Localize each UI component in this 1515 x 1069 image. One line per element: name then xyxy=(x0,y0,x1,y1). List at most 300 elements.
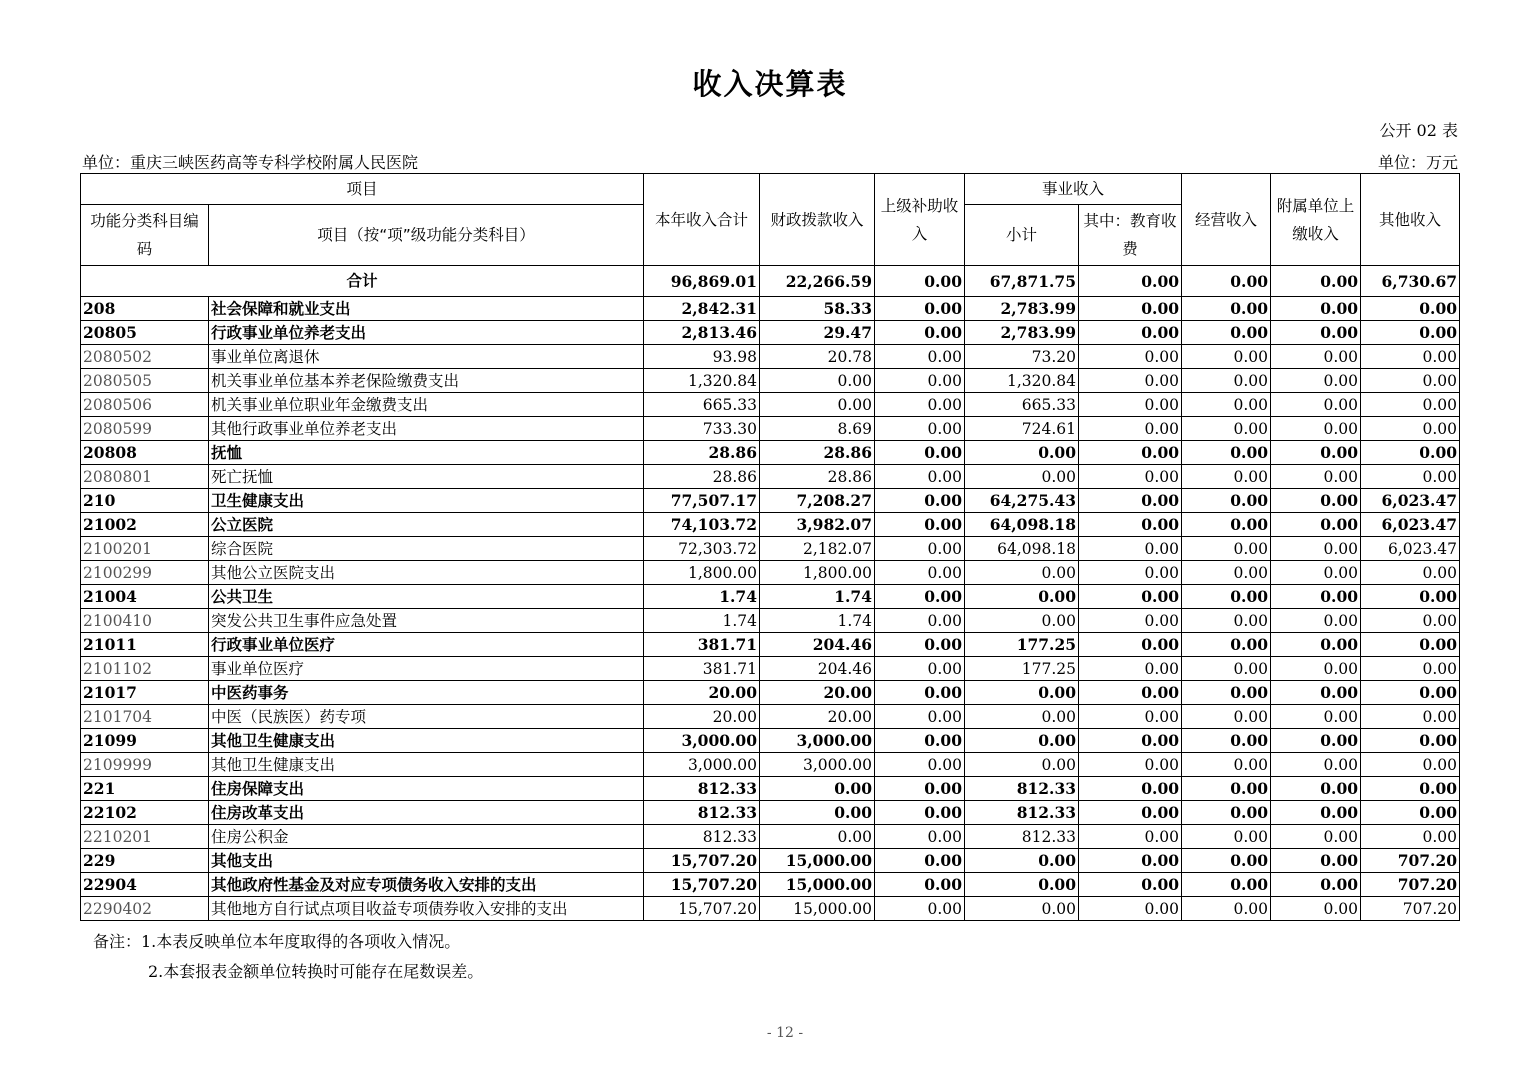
row-code: 21017 xyxy=(81,681,209,705)
table-row xyxy=(81,777,1460,801)
total-value: 0.00 xyxy=(1182,266,1271,297)
row-value: 0.00 xyxy=(1182,465,1271,489)
row-code: 21002 xyxy=(81,513,209,537)
table-row xyxy=(81,417,1460,441)
row-value: 0.00 xyxy=(1079,801,1182,825)
total-value: 96,869.01 xyxy=(644,266,760,297)
row-name: 其他支出 xyxy=(209,849,644,873)
row-value: 15,707.20 xyxy=(644,873,760,897)
row-value: 0.00 xyxy=(760,801,875,825)
row-name: 其他行政事业单位养老支出 xyxy=(209,417,644,441)
table-row xyxy=(81,681,1460,705)
row-value: 0.00 xyxy=(965,609,1079,633)
row-value: 0.00 xyxy=(1271,849,1361,873)
total-row xyxy=(81,266,1460,297)
row-value: 812.33 xyxy=(965,777,1079,801)
row-code: 2100201 xyxy=(81,537,209,561)
table-row xyxy=(81,321,1460,345)
row-value: 0.00 xyxy=(1079,753,1182,777)
row-name: 公立医院 xyxy=(209,513,644,537)
row-value: 28.86 xyxy=(644,465,760,489)
row-value: 1.74 xyxy=(760,585,875,609)
row-value: 2,182.07 xyxy=(760,537,875,561)
header-business: 事业收入 xyxy=(965,174,1182,205)
row-name: 其他卫生健康支出 xyxy=(209,753,644,777)
row-value: 0.00 xyxy=(1182,729,1271,753)
row-value: 7,208.27 xyxy=(760,489,875,513)
row-value: 0.00 xyxy=(875,297,965,321)
row-value: 0.00 xyxy=(1079,825,1182,849)
row-value: 0.00 xyxy=(875,537,965,561)
table-row xyxy=(81,585,1460,609)
row-value: 0.00 xyxy=(875,681,965,705)
table-row xyxy=(81,873,1460,897)
row-value: 0.00 xyxy=(875,777,965,801)
row-name: 综合医院 xyxy=(209,537,644,561)
row-value: 0.00 xyxy=(875,489,965,513)
row-value: 0.00 xyxy=(1361,585,1460,609)
row-value: 0.00 xyxy=(1079,873,1182,897)
row-value: 0.00 xyxy=(1079,657,1182,681)
row-value: 0.00 xyxy=(965,849,1079,873)
row-value: 0.00 xyxy=(1361,753,1460,777)
row-code: 20808 xyxy=(81,441,209,465)
row-value: 20.00 xyxy=(644,705,760,729)
row-value: 177.25 xyxy=(965,657,1079,681)
row-value: 0.00 xyxy=(1271,825,1361,849)
table-row xyxy=(81,369,1460,393)
table-row xyxy=(81,465,1460,489)
row-value: 28.86 xyxy=(644,441,760,465)
row-name: 行政事业单位医疗 xyxy=(209,633,644,657)
table-row xyxy=(81,297,1460,321)
row-value: 0.00 xyxy=(1182,561,1271,585)
row-value: 0.00 xyxy=(965,441,1079,465)
row-value: 204.46 xyxy=(760,657,875,681)
row-value: 0.00 xyxy=(1271,345,1361,369)
table-row xyxy=(81,801,1460,825)
row-value: 15,000.00 xyxy=(760,873,875,897)
row-value: 0.00 xyxy=(1271,585,1361,609)
row-value: 0.00 xyxy=(1271,441,1361,465)
row-value: 0.00 xyxy=(1182,801,1271,825)
row-value: 0.00 xyxy=(1361,561,1460,585)
row-value: 204.46 xyxy=(760,633,875,657)
row-value: 3,000.00 xyxy=(644,753,760,777)
row-value: 6,023.47 xyxy=(1361,489,1460,513)
row-value: 0.00 xyxy=(965,561,1079,585)
row-value: 733.30 xyxy=(644,417,760,441)
row-value: 0.00 xyxy=(1271,777,1361,801)
row-value: 0.00 xyxy=(1079,321,1182,345)
table-row xyxy=(81,705,1460,729)
row-value: 0.00 xyxy=(1361,345,1460,369)
row-value: 0.00 xyxy=(1182,321,1271,345)
row-value: 0.00 xyxy=(1271,873,1361,897)
row-value: 2,783.99 xyxy=(965,297,1079,321)
row-value: 20.00 xyxy=(760,681,875,705)
row-code: 2080599 xyxy=(81,417,209,441)
row-value: 0.00 xyxy=(1361,825,1460,849)
row-value: 0.00 xyxy=(1079,441,1182,465)
row-value: 20.00 xyxy=(644,681,760,705)
row-value: 0.00 xyxy=(1361,609,1460,633)
row-value: 28.86 xyxy=(760,441,875,465)
row-value: 0.00 xyxy=(1079,537,1182,561)
row-value: 0.00 xyxy=(1079,897,1182,921)
row-value: 0.00 xyxy=(1361,657,1460,681)
row-value: 93.98 xyxy=(644,345,760,369)
row-value: 0.00 xyxy=(875,441,965,465)
row-value: 0.00 xyxy=(1182,633,1271,657)
row-value: 0.00 xyxy=(875,417,965,441)
row-value: 0.00 xyxy=(875,801,965,825)
row-value: 1.74 xyxy=(760,609,875,633)
row-value: 0.00 xyxy=(1079,369,1182,393)
header-code: 功能分类科目编码 xyxy=(81,205,209,266)
row-name: 中医药事务 xyxy=(209,681,644,705)
row-value: 707.20 xyxy=(1361,897,1460,921)
row-value: 0.00 xyxy=(1361,417,1460,441)
row-value: 0.00 xyxy=(1079,609,1182,633)
organization-unit: 单位：重庆三峡医药高等专科学校附属人民医院 xyxy=(82,153,419,172)
row-value: 0.00 xyxy=(875,561,965,585)
total-label: 合计 xyxy=(81,266,644,297)
row-value: 0.00 xyxy=(1182,345,1271,369)
total-value: 67,871.75 xyxy=(965,266,1079,297)
row-value: 6,023.47 xyxy=(1361,513,1460,537)
row-value: 28.86 xyxy=(760,465,875,489)
row-code: 2100410 xyxy=(81,609,209,633)
row-value: 0.00 xyxy=(1361,321,1460,345)
row-name: 事业单位离退休 xyxy=(209,345,644,369)
row-name: 其他公立医院支出 xyxy=(209,561,644,585)
row-value: 812.33 xyxy=(965,825,1079,849)
table-row xyxy=(81,537,1460,561)
row-value: 0.00 xyxy=(1361,705,1460,729)
row-value: 0.00 xyxy=(965,705,1079,729)
row-name: 住房改革支出 xyxy=(209,801,644,825)
row-name: 行政事业单位养老支出 xyxy=(209,321,644,345)
header-fiscal: 财政拨款收入 xyxy=(760,174,875,266)
row-value: 0.00 xyxy=(1182,489,1271,513)
row-value: 0.00 xyxy=(875,873,965,897)
row-value: 0.00 xyxy=(1182,369,1271,393)
row-code: 22904 xyxy=(81,873,209,897)
table-row xyxy=(81,393,1460,417)
row-value: 8.69 xyxy=(760,417,875,441)
row-value: 0.00 xyxy=(1079,561,1182,585)
row-value: 0.00 xyxy=(760,393,875,417)
row-name: 其他政府性基金及对应专项债务收入安排的支出 xyxy=(209,873,644,897)
row-value: 64,098.18 xyxy=(965,513,1079,537)
row-value: 0.00 xyxy=(965,729,1079,753)
row-value: 74,103.72 xyxy=(644,513,760,537)
row-value: 707.20 xyxy=(1361,849,1460,873)
row-value: 0.00 xyxy=(875,729,965,753)
total-value: 0.00 xyxy=(1079,266,1182,297)
row-value: 381.71 xyxy=(644,633,760,657)
row-value: 0.00 xyxy=(1079,297,1182,321)
table-row xyxy=(81,657,1460,681)
table-row xyxy=(81,609,1460,633)
row-value: 0.00 xyxy=(1182,417,1271,441)
row-value: 0.00 xyxy=(1079,681,1182,705)
row-value: 0.00 xyxy=(760,369,875,393)
row-name: 抚恤 xyxy=(209,441,644,465)
row-value: 724.61 xyxy=(965,417,1079,441)
row-code: 2080801 xyxy=(81,465,209,489)
row-value: 0.00 xyxy=(1271,681,1361,705)
row-value: 0.00 xyxy=(1271,489,1361,513)
table-row xyxy=(81,825,1460,849)
row-value: 381.71 xyxy=(644,657,760,681)
header-other: 其他收入 xyxy=(1361,174,1460,266)
row-value: 73.20 xyxy=(965,345,1079,369)
row-value: 0.00 xyxy=(1079,465,1182,489)
table-row xyxy=(81,345,1460,369)
row-value: 20.78 xyxy=(760,345,875,369)
row-value: 1,320.84 xyxy=(644,369,760,393)
row-name: 公共卫生 xyxy=(209,585,644,609)
row-value: 0.00 xyxy=(875,753,965,777)
row-value: 0.00 xyxy=(1361,369,1460,393)
row-value: 0.00 xyxy=(875,897,965,921)
row-name: 其他地方自行试点项目收益专项债券收入安排的支出 xyxy=(209,897,644,921)
total-value: 6,730.67 xyxy=(1361,266,1460,297)
header-total: 本年收入合计 xyxy=(644,174,760,266)
row-value: 0.00 xyxy=(1361,633,1460,657)
row-value: 0.00 xyxy=(875,345,965,369)
row-value: 0.00 xyxy=(875,465,965,489)
row-value: 0.00 xyxy=(1079,705,1182,729)
row-value: 0.00 xyxy=(1271,321,1361,345)
row-value: 0.00 xyxy=(1079,513,1182,537)
table-row xyxy=(81,561,1460,585)
header-superior: 上级补助收入 xyxy=(875,174,965,266)
row-value: 0.00 xyxy=(1361,801,1460,825)
row-value: 3,000.00 xyxy=(760,753,875,777)
row-value: 72,303.72 xyxy=(644,537,760,561)
row-value: 0.00 xyxy=(1361,297,1460,321)
row-value: 2,783.99 xyxy=(965,321,1079,345)
row-value: 29.47 xyxy=(760,321,875,345)
row-value: 0.00 xyxy=(1271,705,1361,729)
row-code: 2101704 xyxy=(81,705,209,729)
row-value: 665.33 xyxy=(644,393,760,417)
row-value: 0.00 xyxy=(1182,705,1271,729)
row-code: 21011 xyxy=(81,633,209,657)
row-value: 0.00 xyxy=(1271,657,1361,681)
table-row xyxy=(81,633,1460,657)
row-value: 0.00 xyxy=(1079,849,1182,873)
row-code: 21004 xyxy=(81,585,209,609)
row-value: 0.00 xyxy=(1079,345,1182,369)
row-value: 0.00 xyxy=(1271,513,1361,537)
row-value: 0.00 xyxy=(875,585,965,609)
row-value: 0.00 xyxy=(1182,609,1271,633)
row-code: 20805 xyxy=(81,321,209,345)
row-value: 0.00 xyxy=(875,369,965,393)
row-value: 0.00 xyxy=(1182,753,1271,777)
page-number: - 12 - xyxy=(766,1025,804,1041)
row-value: 0.00 xyxy=(1182,681,1271,705)
row-value: 0.00 xyxy=(1182,537,1271,561)
row-value: 0.00 xyxy=(875,633,965,657)
header-subtotal: 小计 xyxy=(965,205,1079,266)
header-operating: 经营收入 xyxy=(1182,174,1271,266)
row-value: 0.00 xyxy=(1182,897,1271,921)
row-code: 2109999 xyxy=(81,753,209,777)
row-value: 0.00 xyxy=(875,657,965,681)
table-row xyxy=(81,849,1460,873)
row-code: 2100299 xyxy=(81,561,209,585)
row-value: 0.00 xyxy=(1271,465,1361,489)
row-value: 0.00 xyxy=(1271,393,1361,417)
row-code: 229 xyxy=(81,849,209,873)
row-name: 事业单位医疗 xyxy=(209,657,644,681)
total-value: 22,266.59 xyxy=(760,266,875,297)
header-name: 项目（按“项”级功能分类科目） xyxy=(209,205,644,266)
row-value: 0.00 xyxy=(875,321,965,345)
row-value: 812.33 xyxy=(644,777,760,801)
row-value: 0.00 xyxy=(1361,465,1460,489)
row-value: 0.00 xyxy=(1182,849,1271,873)
row-value: 0.00 xyxy=(1079,489,1182,513)
row-value: 0.00 xyxy=(875,825,965,849)
row-value: 0.00 xyxy=(1182,873,1271,897)
row-name: 死亡抚恤 xyxy=(209,465,644,489)
row-value: 64,275.43 xyxy=(965,489,1079,513)
row-value: 0.00 xyxy=(1361,441,1460,465)
row-code: 210 xyxy=(81,489,209,513)
row-value: 2,842.31 xyxy=(644,297,760,321)
row-value: 3,000.00 xyxy=(644,729,760,753)
row-code: 221 xyxy=(81,777,209,801)
total-value: 0.00 xyxy=(875,266,965,297)
row-name: 机关事业单位职业年金缴费支出 xyxy=(209,393,644,417)
row-name: 其他卫生健康支出 xyxy=(209,729,644,753)
row-value: 0.00 xyxy=(1271,297,1361,321)
income-table xyxy=(80,173,1460,921)
row-value: 0.00 xyxy=(1182,777,1271,801)
row-value: 0.00 xyxy=(1361,393,1460,417)
row-value: 15,000.00 xyxy=(760,849,875,873)
row-value: 0.00 xyxy=(965,897,1079,921)
row-value: 0.00 xyxy=(1182,657,1271,681)
row-value: 812.33 xyxy=(644,825,760,849)
row-code: 2080505 xyxy=(81,369,209,393)
table-row xyxy=(81,441,1460,465)
table-row xyxy=(81,513,1460,537)
notes xyxy=(93,927,483,987)
row-value: 64,098.18 xyxy=(965,537,1079,561)
table-row xyxy=(81,729,1460,753)
page-title: 收入决算表 xyxy=(692,67,848,101)
row-value: 0.00 xyxy=(1271,561,1361,585)
row-value: 1.74 xyxy=(644,585,760,609)
row-code: 2080502 xyxy=(81,345,209,369)
row-value: 0.00 xyxy=(875,705,965,729)
row-value: 0.00 xyxy=(760,777,875,801)
row-value: 0.00 xyxy=(875,513,965,537)
row-code: 2290402 xyxy=(81,897,209,921)
note-2: 2.本套报表金额单位转换时可能存在尾数误差。 xyxy=(148,962,484,981)
row-value: 0.00 xyxy=(1361,777,1460,801)
note-1: 备注：1.本表反映单位本年度取得的各项收入情况。 xyxy=(93,932,461,951)
row-value: 0.00 xyxy=(1271,633,1361,657)
row-code: 21099 xyxy=(81,729,209,753)
row-value: 0.00 xyxy=(1271,369,1361,393)
row-name: 卫生健康支出 xyxy=(209,489,644,513)
currency-unit: 单位：万元 xyxy=(1377,153,1458,172)
row-name: 突发公共卫生事件应急处置 xyxy=(209,609,644,633)
row-value: 1.74 xyxy=(644,609,760,633)
row-value: 0.00 xyxy=(1079,633,1182,657)
row-value: 15,707.20 xyxy=(644,897,760,921)
row-value: 0.00 xyxy=(1271,417,1361,441)
row-code: 208 xyxy=(81,297,209,321)
row-code: 22102 xyxy=(81,801,209,825)
row-value: 3,982.07 xyxy=(760,513,875,537)
row-value: 2,813.46 xyxy=(644,321,760,345)
row-value: 15,707.20 xyxy=(644,849,760,873)
row-value: 0.00 xyxy=(1271,609,1361,633)
row-value: 0.00 xyxy=(1271,801,1361,825)
row-value: 0.00 xyxy=(875,393,965,417)
row-value: 0.00 xyxy=(1182,825,1271,849)
row-value: 77,507.17 xyxy=(644,489,760,513)
row-value: 58.33 xyxy=(760,297,875,321)
total-value: 0.00 xyxy=(1271,266,1361,297)
row-value: 0.00 xyxy=(1079,585,1182,609)
row-value: 20.00 xyxy=(760,705,875,729)
row-value: 0.00 xyxy=(1271,729,1361,753)
row-value: 0.00 xyxy=(1271,753,1361,777)
row-name: 住房保障支出 xyxy=(209,777,644,801)
row-value: 707.20 xyxy=(1361,873,1460,897)
row-value: 0.00 xyxy=(875,609,965,633)
row-value: 812.33 xyxy=(965,801,1079,825)
row-name: 中医（民族医）药专项 xyxy=(209,705,644,729)
row-code: 2210201 xyxy=(81,825,209,849)
row-value: 0.00 xyxy=(1182,393,1271,417)
row-value: 1,320.84 xyxy=(965,369,1079,393)
row-name: 社会保障和就业支出 xyxy=(209,297,644,321)
row-value: 0.00 xyxy=(1182,585,1271,609)
table-row xyxy=(81,753,1460,777)
row-value: 0.00 xyxy=(1182,441,1271,465)
row-value: 665.33 xyxy=(965,393,1079,417)
row-value: 0.00 xyxy=(965,681,1079,705)
row-value: 1,800.00 xyxy=(644,561,760,585)
row-value: 6,023.47 xyxy=(1361,537,1460,561)
row-code: 2101102 xyxy=(81,657,209,681)
row-value: 0.00 xyxy=(1079,393,1182,417)
row-value: 0.00 xyxy=(760,825,875,849)
row-value: 3,000.00 xyxy=(760,729,875,753)
row-code: 2080506 xyxy=(81,393,209,417)
row-value: 0.00 xyxy=(1271,897,1361,921)
row-value: 0.00 xyxy=(965,465,1079,489)
row-value: 0.00 xyxy=(1079,729,1182,753)
row-value: 0.00 xyxy=(965,585,1079,609)
row-value: 1,800.00 xyxy=(760,561,875,585)
row-value: 0.00 xyxy=(1079,417,1182,441)
row-value: 0.00 xyxy=(1182,297,1271,321)
row-value: 0.00 xyxy=(1271,537,1361,561)
row-value: 0.00 xyxy=(965,753,1079,777)
